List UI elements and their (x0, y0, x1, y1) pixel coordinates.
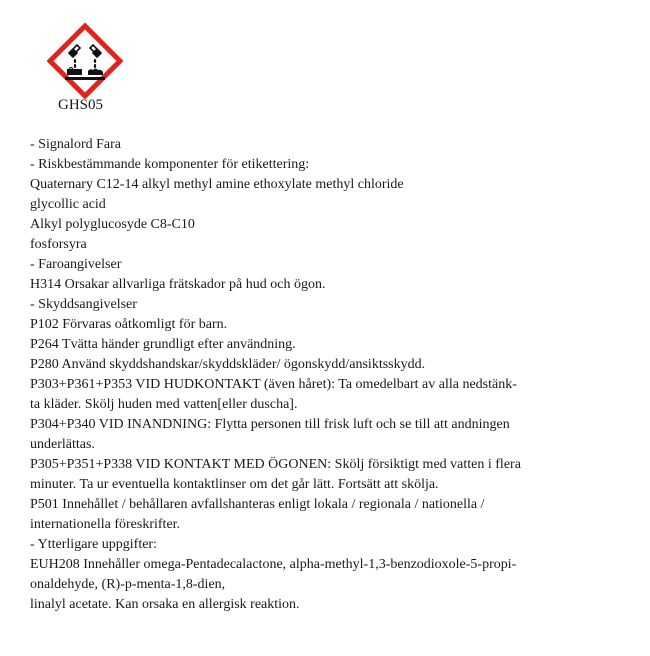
text-line: Alkyl polyglucosyde C8-C10 (30, 217, 195, 232)
text-line: P102 Förvaras oåtkomligt för barn. (30, 317, 228, 332)
text-line: - Signalord Fara (30, 137, 121, 152)
text-line: - Skyddsangivelser (30, 297, 137, 312)
text-line: P304+P340 VID INANDNING: Flytta personen till frisk luft och se till att andningen (30, 417, 510, 432)
ghs05-corrosion-pictogram (47, 23, 123, 99)
text-line: internationella föreskrifter. (30, 517, 181, 532)
text-line: - Faroangivelser (30, 257, 122, 272)
text-line: ta kläder. Skölj huden med vatten[eller duscha]. (30, 397, 298, 412)
text-line: EUH208 Innehåller omega-Pentadecalactone, alpha-methyl-1,3-benzodioxole-5-propi- (30, 557, 517, 572)
text-line: P280 Använd skyddshandskar/skyddskläder/ ögonskydd/ansiktsskydd. (30, 357, 426, 372)
base-bar (65, 77, 105, 80)
text-line: - Riskbestämmande komponenter för etikettering: (30, 157, 310, 172)
text-line: H314 Orsakar allvarliga frätskador på hud och ögon. (30, 277, 326, 292)
text-line: P501 Innehållet / behållaren avfallshanteras enligt lokala / regionala / nationella / (30, 497, 485, 512)
text-line: Quaternary C12-14 alkyl methyl amine ethoxylate methyl chloride (30, 177, 404, 192)
text-line: P264 Tvätta händer grundligt efter användning. (30, 337, 296, 352)
pictogram-code: GHS05 (58, 97, 104, 113)
text-line: - Ytterligare uppgifter: (30, 537, 157, 552)
text-line: minuter. Ta ur eventuella kontaktlinser om det går lätt. Fortsätt att skölja. (30, 477, 439, 492)
text-line: glycollic acid (30, 197, 106, 212)
text-line: underlättas. (30, 437, 95, 452)
corrosion-icon (47, 23, 123, 99)
text-line: onaldehyde, (R)-p-menta-1,8-dien, (30, 577, 226, 592)
pictogram-border (50, 26, 120, 96)
text-line: fosforsyra (30, 237, 87, 252)
text-line: P305+P351+P338 VID KONTAKT MED ÖGONEN: Skölj försiktigt med vatten i flera (30, 457, 521, 472)
safety-information-text (30, 135, 620, 615)
text-line: P303+P361+P353 VID HUDKONTAKT (även håret): Ta omedelbart av alla nedstänk- (30, 377, 517, 392)
text-line: linalyl acetate. Kan orsaka en allergisk reaktion. (30, 597, 300, 612)
